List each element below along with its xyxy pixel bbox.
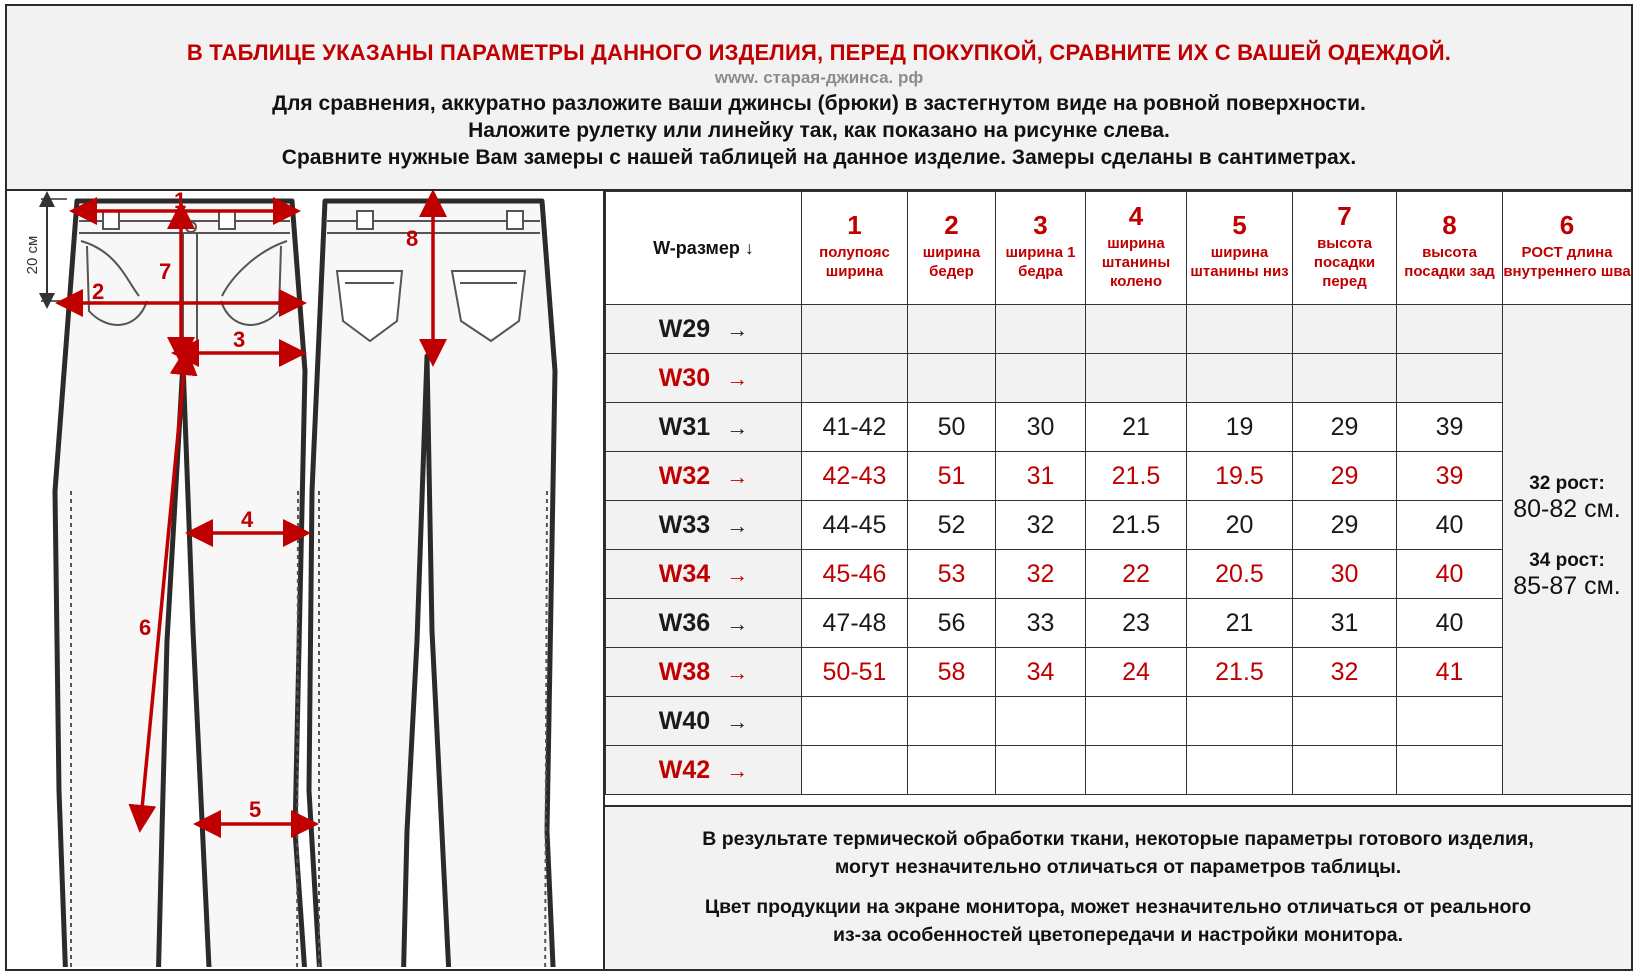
arrow-right-icon: →	[726, 757, 749, 783]
site-url: www. старая-джинса. рф	[714, 68, 924, 87]
column-header-8	[1397, 192, 1503, 305]
table-body	[606, 305, 1632, 795]
size-label: W40	[658, 706, 711, 735]
table-cell: 47-48	[802, 599, 908, 648]
footer-line-4: из-за особенностей цветопередачи и настройки монитора.	[832, 924, 1403, 946]
instruction-line-2: Наложите рулетку или линейку так, как показано на рисунке слева.	[468, 119, 1170, 142]
table-cell: 33	[996, 599, 1086, 648]
size-label: W32	[658, 461, 711, 490]
marker-1: 1	[174, 191, 187, 213]
table-cell	[1397, 305, 1503, 354]
size-cell	[606, 403, 802, 452]
table-cell	[1293, 697, 1397, 746]
table-cell: 21	[1086, 403, 1187, 452]
table-cell	[1086, 746, 1187, 795]
column-number: 6	[1559, 210, 1575, 240]
column-number: 8	[1442, 210, 1457, 240]
table-cell: 30	[996, 403, 1086, 452]
header-title: В ТАБЛИЦЕ УКАЗАНЫ ПАРАМЕТРЫ ДАННОГО ИЗДЕЛИЯ, ПЕРЕД ПОКУПКОЙ, СРАВНИТЕ ИХ С ВАШЕЙ ОДЕЖДОЙ.	[186, 40, 1452, 65]
size-label: W34	[658, 559, 711, 588]
table-cell: 53	[908, 550, 996, 599]
table-cell: 52	[908, 501, 996, 550]
table-cell	[908, 354, 996, 403]
table-row	[606, 403, 1632, 452]
column-number: 3	[1033, 210, 1048, 240]
column-number: 1	[847, 210, 862, 240]
size-label: W38	[658, 657, 711, 686]
table-cell	[802, 354, 908, 403]
table-cell: 29	[1293, 501, 1397, 550]
instruction-line-1: Для сравнения, аккуратно разложите ваши джинсы (брюки) в застегнутом виде на ровной поверхности.	[272, 92, 1366, 115]
footer-note	[605, 805, 1631, 969]
arrow-right-icon: →	[726, 512, 749, 538]
size-cell	[606, 354, 802, 403]
table-row	[606, 648, 1632, 697]
table-row	[606, 501, 1632, 550]
arrow-right-icon: →	[726, 365, 749, 391]
table-cell	[1293, 354, 1397, 403]
table-cell: 41-42	[802, 403, 908, 452]
size-column-header: W-размер ↓	[606, 192, 802, 305]
column-header-7	[1293, 192, 1397, 305]
table-cell	[1187, 746, 1293, 795]
size-table	[605, 191, 1632, 795]
size-cell	[606, 746, 802, 795]
table-cell	[996, 697, 1086, 746]
table-row	[606, 697, 1632, 746]
table-header-row	[606, 192, 1632, 305]
table-cell: 41	[1397, 648, 1503, 697]
column-label: ширина 1 бедра	[1005, 244, 1076, 280]
table-cell: 29	[1293, 403, 1397, 452]
table-cell: 40	[1397, 550, 1503, 599]
table-cell	[908, 697, 996, 746]
table-cell	[802, 746, 908, 795]
table-cell: 21.5	[1187, 648, 1293, 697]
size-label: W31	[658, 412, 711, 441]
size-cell	[606, 305, 802, 354]
column-label: ширина бедер	[922, 244, 981, 280]
table-row	[606, 550, 1632, 599]
jeans-diagram	[7, 191, 603, 967]
column-label: РОСТ длина внутреннего шва	[1503, 244, 1631, 280]
table-cell: 21.5	[1086, 501, 1187, 550]
table-row	[606, 599, 1632, 648]
column-number: 5	[1232, 210, 1247, 240]
arrow-right-icon: →	[726, 708, 749, 734]
size-cell	[606, 452, 802, 501]
table-cell: 24	[1086, 648, 1187, 697]
table-cell: 31	[996, 452, 1086, 501]
height-34-label: 34 рост:	[1529, 549, 1605, 571]
column-header-5	[1187, 192, 1293, 305]
marker-2: 2	[92, 279, 105, 304]
table-cell	[802, 697, 908, 746]
table-cell	[802, 305, 908, 354]
column-number: 7	[1337, 200, 1352, 231]
size-label: W42	[658, 755, 711, 784]
size-label: W36	[658, 608, 711, 637]
table-row	[606, 354, 1632, 403]
column-header-4	[1086, 192, 1187, 305]
table-cell: 45-46	[802, 550, 908, 599]
table-cell	[1187, 697, 1293, 746]
table-cell	[908, 305, 996, 354]
height-cell	[1503, 305, 1632, 795]
table-cell	[996, 746, 1086, 795]
marker-4: 4	[241, 507, 254, 532]
table-cell	[1293, 305, 1397, 354]
size-cell	[606, 501, 802, 550]
column-header-1	[802, 192, 908, 305]
column-label: высота посадки перед	[1313, 234, 1376, 290]
table-cell: 29	[1293, 452, 1397, 501]
table-cell: 56	[908, 599, 996, 648]
table-cell	[1086, 305, 1187, 354]
table-cell: 20.5	[1187, 550, 1293, 599]
table-cell: 40	[1397, 599, 1503, 648]
table-cell	[1293, 746, 1397, 795]
table-cell	[1086, 354, 1187, 403]
column-label: высота посадки зад	[1404, 244, 1495, 280]
arrow-right-icon: →	[726, 414, 749, 440]
table-cell	[1397, 746, 1503, 795]
arrow-right-icon: →	[726, 561, 749, 587]
size-label: W30	[658, 363, 711, 392]
table-cell	[908, 746, 996, 795]
table-cell: 19	[1187, 403, 1293, 452]
marker-3: 3	[233, 327, 246, 352]
table-cell: 44-45	[802, 501, 908, 550]
table-cell	[1086, 697, 1187, 746]
column-number: 4	[1128, 200, 1144, 231]
table-cell	[1187, 354, 1293, 403]
marker-5: 5	[249, 797, 262, 822]
table-cell: 30	[1293, 550, 1397, 599]
jeans-diagram-panel	[7, 191, 605, 969]
column-header-3	[996, 192, 1086, 305]
column-label: ширина штанины колено	[1101, 234, 1171, 290]
size-cell	[606, 648, 802, 697]
size-label: W29	[658, 314, 711, 343]
table-cell: 20	[1187, 501, 1293, 550]
height-32-label: 32 рост:	[1529, 472, 1605, 494]
table-cell: 19.5	[1187, 452, 1293, 501]
table-cell: 39	[1397, 403, 1503, 452]
rise-label: 20 см	[24, 235, 41, 275]
instruction-line-3: Сравните нужные Вам замеры с нашей таблицей на данное изделие. Замеры сделаны в сантиметрах.	[281, 146, 1357, 169]
column-number: 2	[944, 210, 959, 240]
table-cell	[1397, 354, 1503, 403]
marker-8: 8	[406, 226, 419, 251]
table-cell: 22	[1086, 550, 1187, 599]
table-cell: 51	[908, 452, 996, 501]
table-cell	[996, 354, 1086, 403]
table-cell: 31	[1293, 599, 1397, 648]
arrow-right-icon: →	[726, 659, 749, 685]
table-cell: 32	[996, 501, 1086, 550]
arrow-right-icon: →	[726, 316, 749, 342]
column-label: полупояс ширина	[819, 244, 890, 280]
footer-line-3: Цвет продукции на экране монитора, может незначительно отличаться от реального	[704, 896, 1532, 918]
table-cell: 23	[1086, 599, 1187, 648]
table-row	[606, 305, 1632, 354]
column-header-6	[1503, 192, 1632, 305]
arrow-right-icon: →	[726, 610, 749, 636]
size-label: W33	[658, 510, 711, 539]
table-cell: 21	[1187, 599, 1293, 648]
column-label: ширина штанины низ	[1190, 244, 1289, 280]
rise-dimension	[24, 199, 67, 301]
table-cell: 39	[1397, 452, 1503, 501]
table-cell	[996, 305, 1086, 354]
height-34-value: 85-87 см.	[1513, 571, 1621, 600]
size-cell	[606, 697, 802, 746]
marker-6: 6	[139, 615, 152, 640]
size-cell	[606, 599, 802, 648]
size-table-wrapper	[605, 191, 1631, 805]
arrow-right-icon: →	[726, 463, 749, 489]
footer-line-2: могут незначительно отличаться от параметров таблицы.	[834, 856, 1402, 878]
table-cell: 50-51	[802, 648, 908, 697]
column-header-2	[908, 192, 996, 305]
table-cell	[1397, 697, 1503, 746]
table-cell	[1187, 305, 1293, 354]
table-cell: 58	[908, 648, 996, 697]
table-cell: 42-43	[802, 452, 908, 501]
table-cell: 32	[1293, 648, 1397, 697]
table-row	[606, 746, 1632, 795]
table-cell: 40	[1397, 501, 1503, 550]
footer-line-1: В результате термической обработки ткани, некоторые параметры готового изделия,	[702, 828, 1534, 850]
size-cell	[606, 550, 802, 599]
table-cell: 34	[996, 648, 1086, 697]
height-32-value: 80-82 см.	[1513, 494, 1621, 523]
marker-7: 7	[159, 259, 172, 284]
table-row	[606, 452, 1632, 501]
table-cell: 32	[996, 550, 1086, 599]
table-cell: 21.5	[1086, 452, 1187, 501]
header-panel	[7, 6, 1631, 191]
table-cell: 50	[908, 403, 996, 452]
